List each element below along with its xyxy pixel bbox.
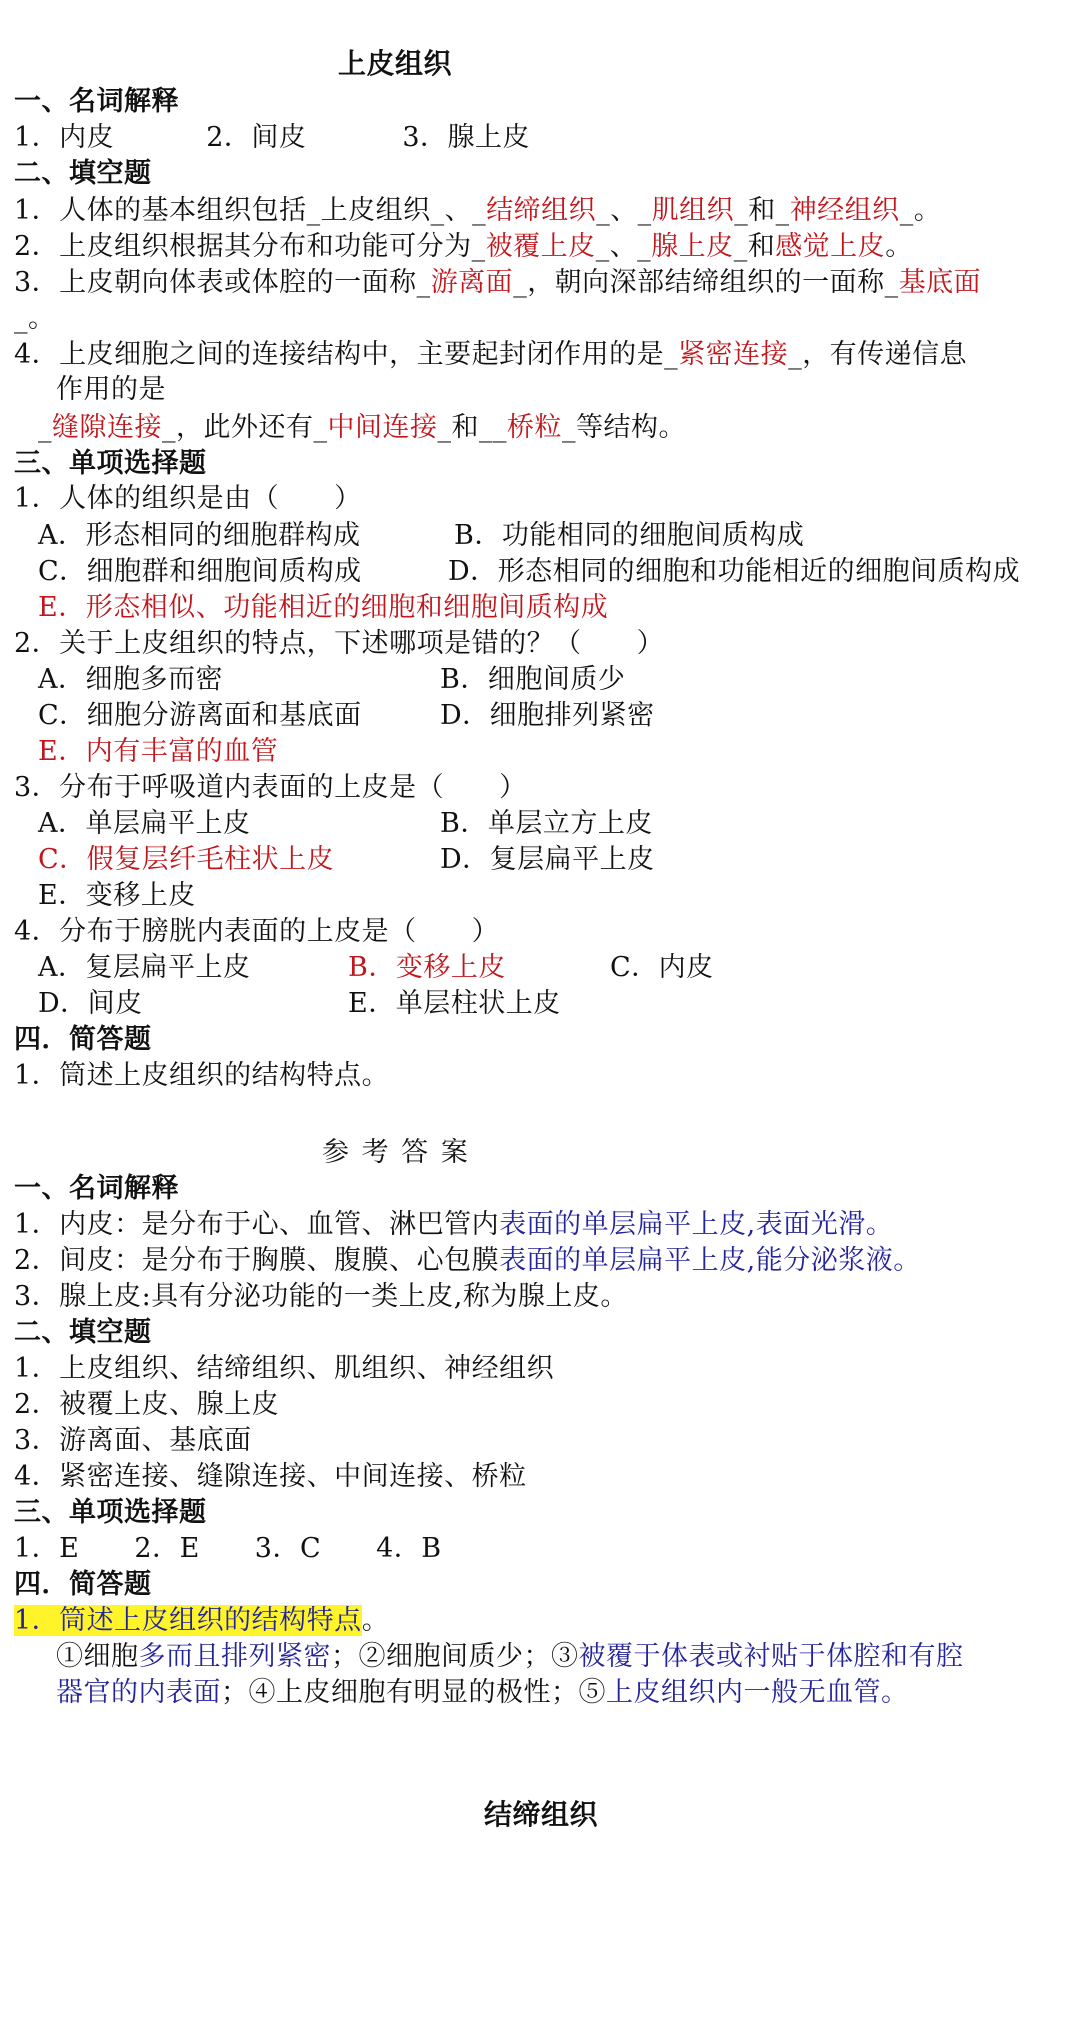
choice-option: A．复层扁平上皮 (38, 952, 251, 983)
answer-term-1 (14, 1207, 893, 1243)
fill-question-4-line3 (38, 410, 686, 446)
answer-text: 游离面 (430, 267, 514, 298)
text: 。 (361, 1605, 390, 1636)
answer-text: 中间连接 (327, 412, 438, 443)
text: _、_ (596, 195, 652, 226)
answers-title: 参 考 答 案 (322, 1137, 470, 1168)
answer-text: 被覆于体表或衬贴于体腔和有腔 (578, 1641, 964, 1672)
fill-question-1 (14, 193, 941, 229)
next-section-title: 结缔组织 (484, 1798, 599, 1831)
answer-text: 基底面 (898, 267, 982, 298)
text: _和_ (734, 195, 790, 226)
short-answer-question: 1．筒述上皮组织的结构特点。 (14, 1060, 390, 1091)
answers-heading-fill: 二、填空题 (14, 1317, 152, 1348)
text: _，有传递信息 (788, 339, 968, 370)
text: 2．上皮组织根据其分布和功能可分为_ (14, 231, 486, 262)
choice-option: A．单层扁平上皮 (38, 808, 251, 839)
text: 2．间皮：是分布于胸膜、腹膜、心包膜 (14, 1245, 500, 1276)
fill-question-2 (14, 229, 913, 265)
choice-option: D．细胞排列紧密 (440, 700, 655, 731)
answers-heading-terms: 一、名词解释 (14, 1173, 179, 1204)
answer-text: 被覆上皮 (485, 231, 596, 262)
text: _，朝向深部结缔组织的一面称_ (513, 267, 899, 298)
fill-question-4 (14, 337, 967, 373)
choice-option: D．间皮 (38, 988, 143, 1019)
choice-option: A．细胞多而密 (38, 664, 223, 695)
section-heading-fill: 二、填空题 (14, 158, 152, 189)
text: _ (38, 412, 52, 443)
choice-question-2: 2．关于上皮组织的特点，下述哪项是错的？（ ） (14, 628, 665, 659)
answer-term-3: 3．腺上皮:具有分泌功能的一类上皮,称为腺上皮。 (14, 1281, 628, 1312)
choice-option: E．单层柱状上皮 (348, 988, 561, 1019)
text: _等结构。 (562, 412, 686, 443)
choice-option: E．变移上皮 (38, 880, 196, 911)
answer-text: 表面的单层扁平上皮,能分泌浆液。 (499, 1245, 921, 1276)
text: ①细胞 (56, 1641, 139, 1672)
answer-text: 感觉上皮 (775, 231, 886, 262)
term-3: 3．腺上皮 (402, 122, 531, 153)
text: 1．人体的基本组织包括_上皮组织_、_ (14, 195, 487, 226)
fill-question-3-end: _。 (14, 303, 56, 334)
answer-short-line-3 (56, 1675, 909, 1711)
text: _，此外还有_ (162, 412, 328, 443)
choice-option-answer: B．变移上皮 (348, 952, 506, 983)
choice-option: C．内皮 (610, 952, 714, 983)
text: _和 (733, 231, 776, 262)
choice-option: A．形态相同的细胞群构成 (38, 520, 361, 551)
answer-choice: 1．E 2．E 3．C 4．B (14, 1533, 442, 1564)
fill-question-4-line2: 作用的是 (56, 374, 166, 405)
choice-option: D．复层扁平上皮 (440, 844, 655, 875)
term-2: 2．间皮 (206, 122, 307, 153)
answer-text: 器官的内表面 (56, 1677, 221, 1708)
highlighted-text: 1．筒述上皮组织的结构特点 (14, 1605, 362, 1636)
choice-question-4: 4．分布于膀胱内表面的上皮是（ ） (14, 916, 500, 947)
choice-option: D．形态相同的细胞和功能相近的细胞间质构成 (448, 556, 1021, 587)
answer-term-2 (14, 1243, 921, 1279)
choice-option: B．功能相同的细胞间质构成 (454, 520, 805, 551)
answer-fill-4: 4．紧密连接、缝隙连接、中间连接、桥粒 (14, 1461, 527, 1492)
text: 。 (885, 231, 913, 262)
answers-heading-short: 四．简答题 (14, 1569, 152, 1600)
section-heading-short-answer: 四．简答题 (14, 1024, 152, 1055)
answer-text: 神经组织 (789, 195, 900, 226)
terms-line (14, 120, 530, 156)
choice-option: C．细胞分游离面和基底面 (38, 700, 362, 731)
answer-text: 多而且排列紧密 (138, 1641, 331, 1672)
text: 4．上皮细胞之间的连接结构中，主要起封闭作用的是_ (14, 339, 679, 370)
text: ；②细胞间质少；③ (331, 1641, 579, 1672)
choice-question-1: 1．人体的组织是由（ ） (14, 483, 362, 514)
answer-short-question (14, 1603, 389, 1639)
choice-option-answer: E．形态相似、功能相近的细胞和细胞间质构成 (38, 592, 609, 623)
answer-text: 桥粒 (507, 412, 562, 443)
answer-text: 缝隙连接 (52, 412, 162, 443)
page-title: 上皮组织 (338, 47, 453, 80)
answer-fill-2: 2．被覆上皮、腺上皮 (14, 1389, 280, 1420)
choice-option-answer: E．内有丰富的血管 (38, 736, 279, 767)
answer-text: 上皮组织内一般无血管。 (606, 1677, 909, 1708)
text: _和__ (437, 412, 507, 443)
text: _、_ (595, 231, 652, 262)
text: 1．内皮：是分布于心、血管、淋巴管内 (14, 1209, 500, 1240)
fill-question-3 (14, 265, 981, 301)
answer-text: 紧密连接 (678, 339, 789, 370)
answer-fill-3: 3．游离面、基底面 (14, 1425, 252, 1456)
answer-text: 结缔组织 (486, 195, 597, 226)
answer-text: 腺上皮 (651, 231, 734, 262)
answer-fill-1: 1．上皮组织、结缔组织、肌组织、神经组织 (14, 1353, 555, 1384)
choice-option: B．细胞间质少 (440, 664, 626, 695)
choice-question-3: 3．分布于呼吸道内表面的上皮是（ ） (14, 772, 527, 803)
answer-text: 表面的单层扁平上皮,表面光滑。 (499, 1209, 894, 1240)
choice-option: B．单层立方上皮 (440, 808, 653, 839)
choice-option: C．细胞群和细胞间质构成 (38, 556, 362, 587)
section-heading-choice: 三、单项选择题 (14, 448, 207, 479)
answer-short-line-2 (56, 1639, 964, 1675)
text: 3．上皮朝向体表或体腔的一面称_ (14, 267, 431, 298)
answers-heading-choice: 三、单项选择题 (14, 1497, 207, 1528)
answer-text: 肌组织 (651, 195, 735, 226)
text: ；④上皮细胞有明显的极性；⑤ (221, 1677, 606, 1708)
section-heading-terms: 一、名词解释 (14, 86, 179, 117)
text: _。 (899, 195, 942, 226)
term-1: 1．内皮 (14, 122, 115, 153)
choice-option-answer: C．假复层纤毛柱状上皮 (38, 844, 335, 875)
